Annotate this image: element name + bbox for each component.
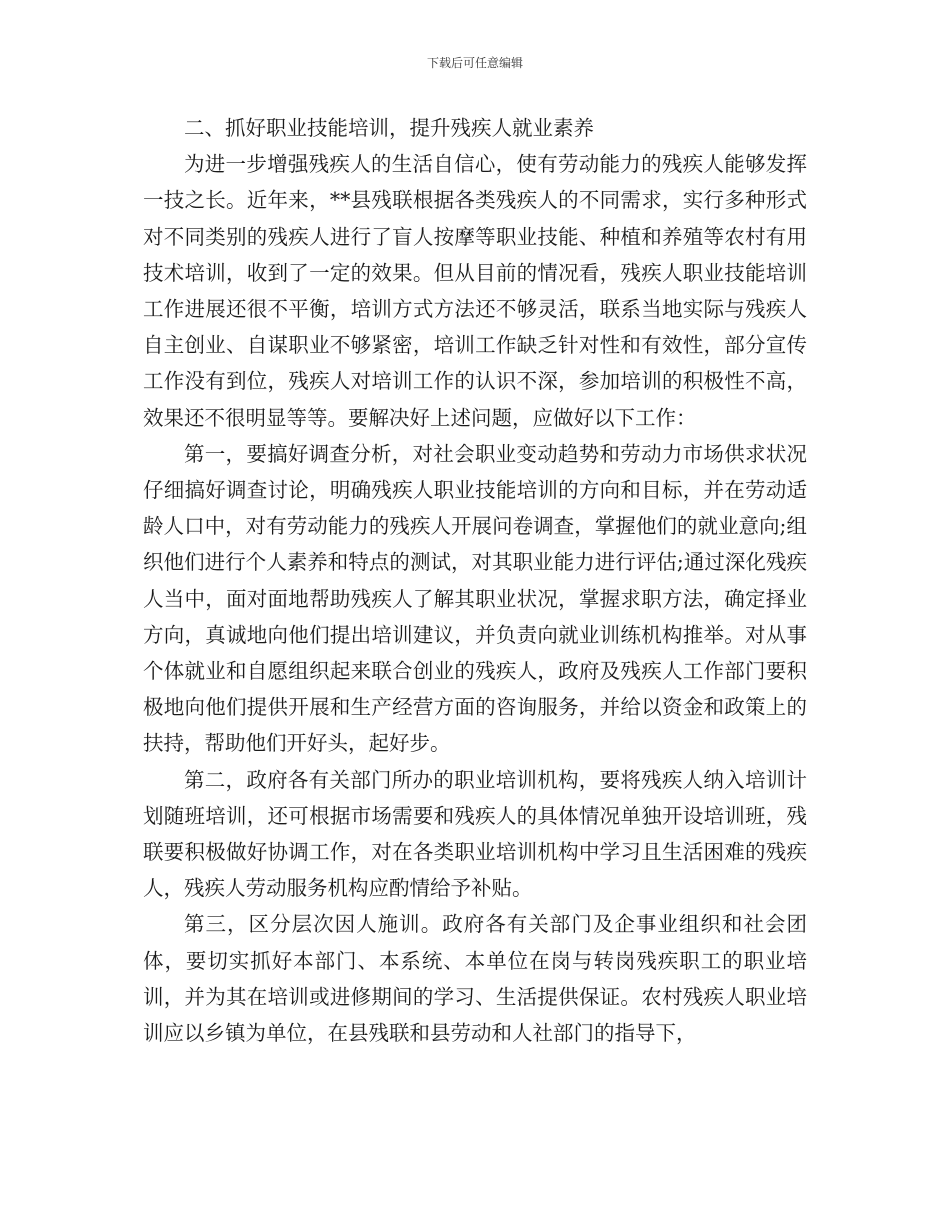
paragraph-second: 第二，政府各有关部门所办的职业培训机构，要将残疾人纳入培训计划随班培训，还可根据市场需要和残疾人的具体情况单独开设培训班，残联要积极做好协调工作，对在各类职业培训机构中学习且生活困难的残疾人，残疾人劳动服务机构应酌情给予补贴。 [143, 767, 807, 901]
page-header-note: 下载后可任意编辑 [426, 56, 523, 70]
paragraph-third: 第三，区分层次因人施训。政府各有关部门及企事业组织和社会团体，要切实抓好本部门、本系统、本单位在岗与转岗残疾职工的职业培训，并为其在培训或进修期间的学习、生活提供保证。农村残疾人职业培训应以乡镇为单位，在县残联和县劳动和人社部门的指导下， [143, 912, 807, 1046]
section-heading: 二、抓好职业技能培训，提升残疾人就业素养 [184, 116, 594, 140]
paragraph-intro: 为进一步增强残疾人的生活自信心，使有劳动能力的残疾人能够发挥一技之长。近年来，**县残联根据各类残疾人的不同需求，实行多种形式对不同类别的残疾人进行了盲人按摩等职业技能、种植和养殖等农村有用技术培训，收到了一定的效果。但从目前的情况看，残疾人职业技能培训工作进展还很不平衡，培训方式方法还不够灵活，联系当地实际与残疾人自主创业、自谋职业不够紧密，培训工作缺乏针对性和有效性，部分宣传工作没有到位，残疾人对培训工作的认识不深，参加培训的积极性不高，效果还不很明显等等。要解决好上述问题，应做好以下工作： [143, 152, 807, 430]
paragraph-first: 第一，要搞好调查分析，对社会职业变动趋势和劳动力市场供求状况仔细搞好调查讨论，明确残疾人职业技能培训的方向和目标，并在劳动适龄人口中，对有劳动能力的残疾人开展问卷调查，掌握他们的就业意向;组织他们进行个人素养和特点的测试，对其职业能力进行评估;通过深化残疾人当中，面对面地帮助残疾人了解其职业状况，掌握求职方法，确定择业方向，真诚地向他们提出培训建议，并负责向就业训练机构推举。对从事个体就业和自愿组织起来联合创业的残疾人，政府及残疾人工作部门要积极地向他们提供开展和生产经营方面的咨询服务，并给以资金和政策上的扶持，帮助他们开好头，起好步。 [143, 441, 807, 756]
document-body [143, 110, 807, 1051]
